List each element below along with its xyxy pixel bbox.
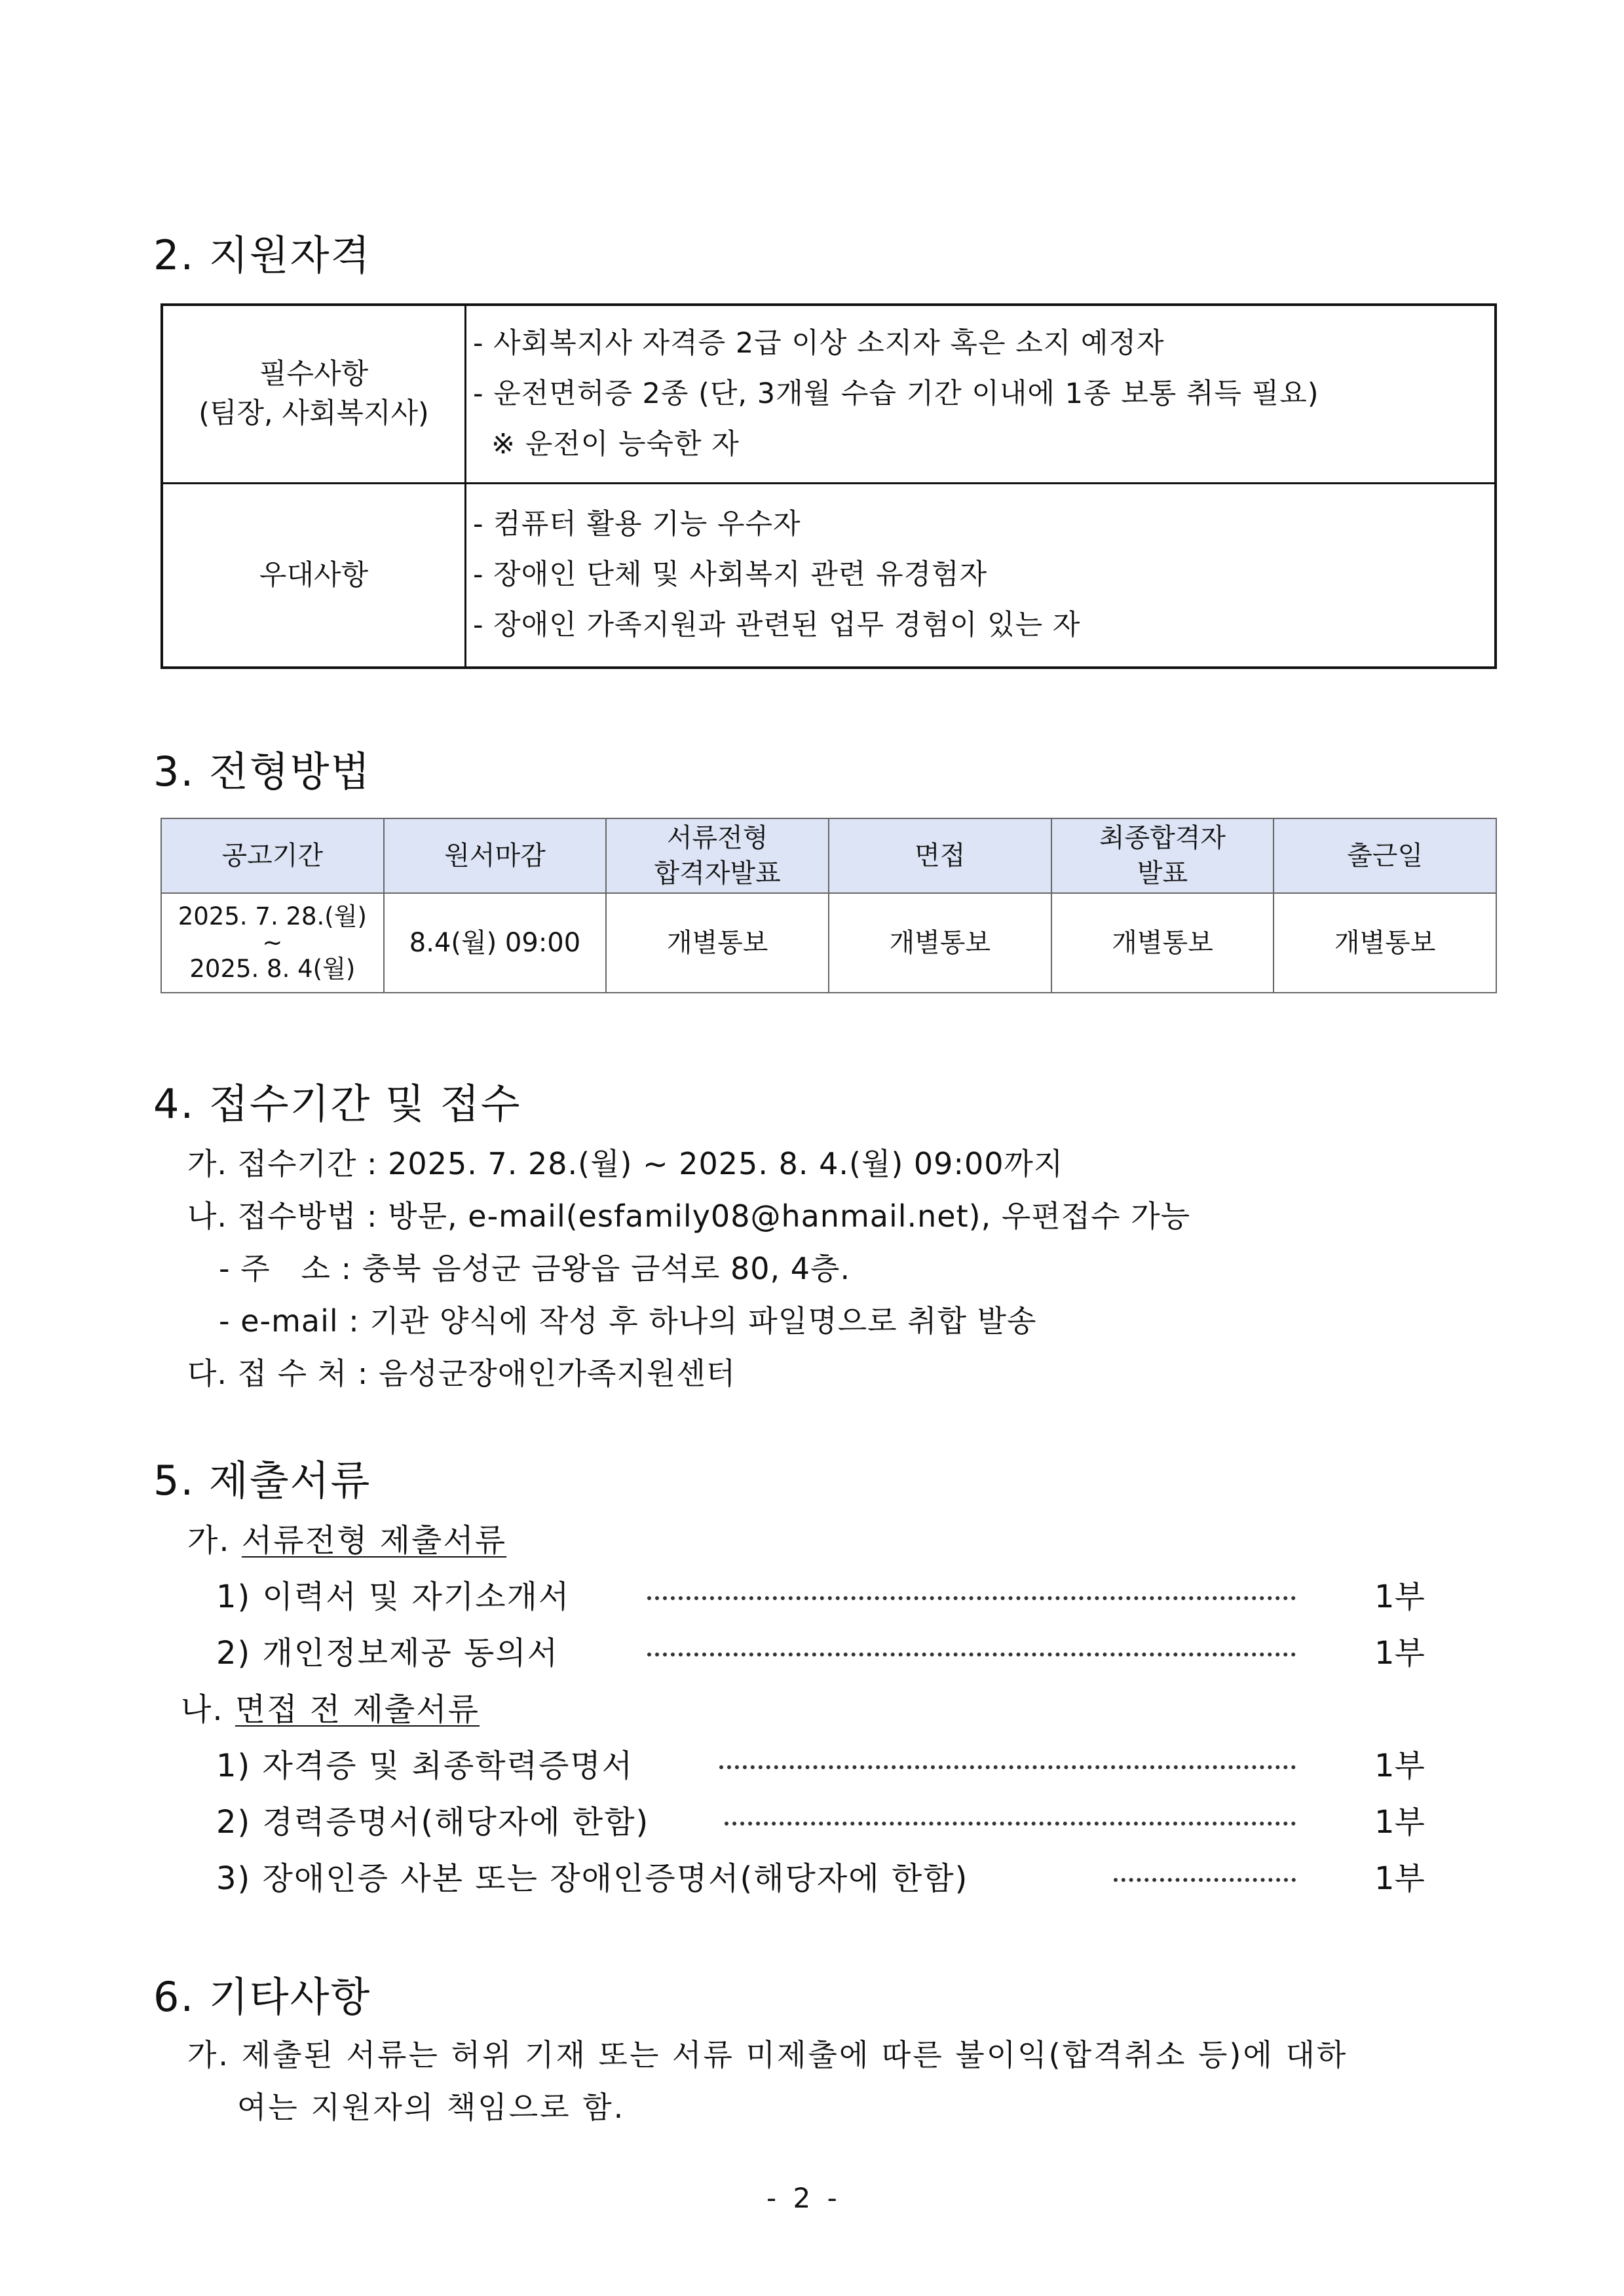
table-header-row xyxy=(161,818,1496,893)
list-item: - 운전면허증 2종 (단, 3개월 수습 기간 이내에 1종 보통 취득 필요) xyxy=(473,377,1319,410)
other-note-line2: 여는 지원자의 책임으로 함. xyxy=(237,2090,626,2125)
section-title-qualifications: 2. 지원자격 xyxy=(153,231,371,279)
list-item: - 사회복지사 자격증 2급 이상 소지자 혹은 소지 예정자 xyxy=(473,326,1165,360)
required-sublabel: (팀장, 사회복지사) xyxy=(198,397,429,430)
col-header: 최종합격자 발표 xyxy=(1051,818,1274,893)
dotted-leader xyxy=(719,1765,1296,1769)
deadline-cell: 8.4(월) 09:00 xyxy=(384,893,607,993)
other-note-line1: 가. 제출된 서류는 허위 기재 또는 서류 미제출에 따른 불이익(합격취소 등)에 대하 xyxy=(187,2037,1348,2073)
document-qty: 1부 xyxy=(1374,1635,1425,1672)
dotted-leader xyxy=(647,1596,1296,1600)
page-number: - 2 - xyxy=(766,2182,841,2214)
required-items xyxy=(466,305,1496,483)
document-qty: 1부 xyxy=(1374,1804,1425,1841)
period-cell: 2025. 7. 28.(월) ~ 2025. 8. 4(월) xyxy=(161,893,384,993)
section-title-application: 4. 접수기간 및 접수 xyxy=(153,1080,521,1128)
preferred-label: 우대사항 xyxy=(259,558,369,592)
documents-group-a: 가. 서류전형 제출서류 xyxy=(187,1522,507,1559)
qualifications-table xyxy=(161,303,1497,669)
document-qty: 1부 xyxy=(1374,1578,1425,1615)
table-row xyxy=(162,483,1496,668)
application-period: 가. 접수기간 : 2025. 7. 28.(월) ~ 2025. 8. 4.(월) 09:00까지 xyxy=(187,1146,1064,1181)
required-header xyxy=(162,305,466,483)
col-header: 공고기간 xyxy=(161,818,384,893)
document-item: 1) 이력서 및 자기소개서 xyxy=(216,1578,571,1615)
required-label: 필수사항 xyxy=(259,358,369,391)
section-title-selection: 3. 전형방법 xyxy=(153,748,371,795)
section-title-other: 6. 기타사항 xyxy=(153,1973,371,2021)
col-header: 서류전형 합격자발표 xyxy=(606,818,829,893)
application-address: - 주 소 : 충북 음성군 금왕읍 금석로 80, 4층. xyxy=(219,1251,851,1286)
table-cell: 개별통보 xyxy=(1274,893,1496,993)
document-qty: 1부 xyxy=(1374,1860,1425,1897)
document-item: 2) 개인정보제공 동의서 xyxy=(216,1635,559,1672)
dotted-leader xyxy=(1114,1878,1296,1882)
table-cell: 개별통보 xyxy=(1051,893,1274,993)
section-title-documents: 5. 제출서류 xyxy=(153,1457,371,1504)
col-header: 출근일 xyxy=(1274,818,1496,893)
dotted-leader xyxy=(725,1822,1296,1826)
document-qty: 1부 xyxy=(1374,1748,1425,1784)
selection-schedule-table xyxy=(161,818,1497,993)
application-email: - e-mail : 기관 양식에 작성 후 하나의 파일명으로 취합 발송 xyxy=(219,1303,1037,1339)
documents-group-b: 나. 면접 전 제출서류 xyxy=(181,1691,480,1728)
preferred-header xyxy=(162,483,466,668)
table-row xyxy=(162,305,1496,483)
list-item: - 장애인 단체 및 사회복지 관련 유경험자 xyxy=(473,558,988,592)
preferred-items xyxy=(466,483,1496,668)
application-office: 다. 접 수 처 : 음성군장애인가족지원센터 xyxy=(187,1356,736,1391)
list-item: ※ 운전이 능숙한 자 xyxy=(491,427,740,461)
document-item: 2) 경력증명서(해당자에 한함) xyxy=(216,1804,650,1841)
dotted-leader xyxy=(647,1653,1296,1656)
document-item: 3) 장애인증 사본 또는 장애인증명서(해당자에 한함) xyxy=(216,1860,969,1897)
table-cell: 개별통보 xyxy=(606,893,829,993)
list-item: - 컴퓨터 활용 기능 우수자 xyxy=(473,508,801,541)
application-method: 나. 접수방법 : 방문, e-mail(esfamily08@hanmail.net), 우편접수 가능 xyxy=(187,1198,1191,1234)
table-row xyxy=(161,893,1496,993)
col-header: 원서마감 xyxy=(384,818,607,893)
list-item: - 장애인 가족지원과 관련된 업무 경험이 있는 자 xyxy=(473,609,1081,642)
document-item: 1) 자격증 및 최종학력증명서 xyxy=(216,1748,634,1784)
table-cell: 개별통보 xyxy=(829,893,1051,993)
col-header: 면접 xyxy=(829,818,1051,893)
